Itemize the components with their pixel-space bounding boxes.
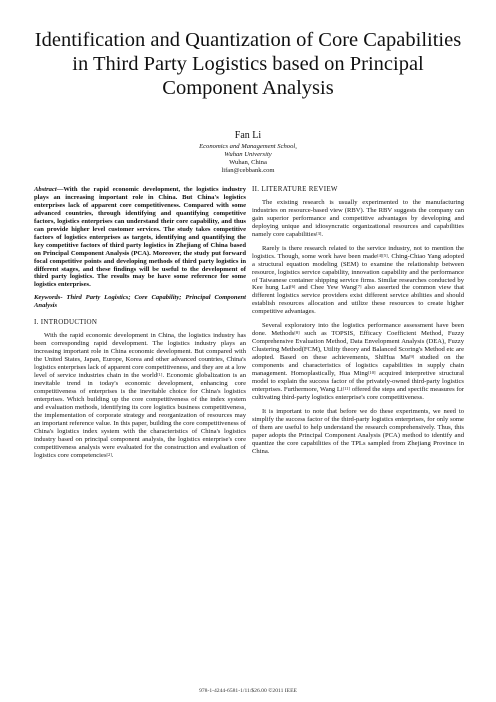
keywords-lead: Keywords- — [34, 294, 63, 302]
lit-paragraph-3 — [252, 322, 464, 402]
abstract — [34, 186, 246, 289]
author-city: Wuhan, China — [229, 159, 267, 166]
intro-paragraph — [34, 332, 246, 459]
author-affiliation-university: Wuhan University — [224, 151, 272, 158]
citation-ref: [6] — [290, 284, 296, 290]
lit-text: . — [321, 230, 323, 238]
title-line-1: Identification and Quantization of Core Capabilities — [34, 29, 462, 51]
section-heading-introduction: I. INTRODUCTION — [34, 318, 98, 327]
lit-text: The existing research is usually experimented to the manufacturing industries on resource-based view (RBV). The RBV suggests the company can gain superior performance and competitive advantages by developing and deploying unique and idiosyncratic organizational resources and capabilities namely core capabilities — [252, 198, 464, 238]
title-line-3: Component Analysis — [162, 77, 334, 99]
keywords-text: Third Party Logistics; Core Capability; Principal Component Analysis — [34, 294, 246, 310]
citation-ref: [4][5] — [377, 252, 388, 258]
lit-paragraph-4: It is important to note that before we do these experiments, we need to simplify the success factor of the third-party logistics enterprises, for only some of them are useful to help understand the research comprehensively. Thus, this paper adopts the Principal Component Analysis (PCA) method to identify and quantize the core capabilities of the TPLs sampled from Zhejiang Province in China. — [252, 407, 464, 455]
keywords — [34, 294, 246, 310]
paper-title — [20, 28, 476, 100]
lit-text: and Chee Yew Wang — [295, 284, 357, 292]
author-affiliation-school: Economics and Management School, — [199, 143, 297, 150]
citation-ref: [8] — [294, 330, 300, 336]
intro-text-2: . Economic globalization is an inevitable trend in today's economic development, enhancing core competitiveness of enterprises is the inevitable choice for China's logistics enterprises. Which building up the core competitiveness of the index system and evaluation methods, identifying its core logistics business competitiveness, the implementation of corporate strategy and reorganization of resources may an important reference value. In this paper, building the core competitiveness of China's logistics index system with the characteristics of China's logistics industry based on principal component analysis, the logistics enterprise's core competitiveness analysis were evaluated for the construction and evaluation of logistics core competencies — [34, 372, 246, 459]
copyright-footer: 978-1-4244-6581-1/11/$26.00 ©2011 IEEE — [199, 688, 297, 694]
citation-ref: [2] — [106, 451, 112, 457]
title-line-2: in Third Party Logistics based on Principal — [72, 53, 424, 75]
right-column — [252, 186, 464, 456]
lit-text: such as TOPSIS, Efficacy Coefficient Method, Fuzzy Comprehensive Evaluation Method, Data Envelopment Analysis (DEA), Fuzzy Clustering Method(FCM), Utility theory and Balanced Scoring's Method etc are adopted. Based on these achievements, ShiHua Ma — [252, 330, 464, 362]
citation-ref: [1] — [157, 372, 163, 378]
lit-text: . Ching-Chiao Yang adopted a structural equation modeling (SEM) to examine the relationship between resource, logistics service capability, innovation capability and the performance of Taiwanese container shipping service firms. Similar researches conducted by Kee hung Lai — [252, 252, 464, 292]
lit-text: studied on the components and characteristics of logistics capabilities in supply chain management. Homoplastically, Hua Ming — [252, 354, 464, 378]
citation-ref: [11] — [342, 385, 351, 391]
citation-ref: [7] — [356, 284, 362, 290]
lit-text: offered the steps and specific measures for cultivating third-party logistics enterprise's core competitiveness. — [252, 385, 465, 401]
author-name: Fan Li — [234, 130, 262, 141]
citation-ref: [9] — [408, 354, 415, 360]
lit-text: Several exploratory into the logistics performance assessment have been done. Methods — [252, 322, 464, 338]
intro-text-3: . — [111, 451, 114, 459]
author-email: lifan@cebbank.com — [221, 167, 275, 174]
lit-text: Rarely is there research related to the service industry, not to mention the logistics. Though, some work have been made — [252, 244, 464, 260]
lit-paragraph-2 — [252, 245, 464, 317]
lit-text: acquired interpretive structural model to explain the success factor of the privately-owned third-party logistics enterprises. Furthermore, Wang Li — [252, 370, 465, 393]
lit-paragraph-1 — [252, 199, 464, 239]
section-heading-literature-review: II. LITERATURE REVIEW — [252, 185, 338, 193]
left-column — [34, 186, 246, 460]
citation-ref: [10] — [367, 370, 376, 376]
abstract-text: —With the rapid economic development, the logistics industry plays an increasing important role in China. But China's logistics enterprises lack of apparent core competitiveness. Compared with some advanced countries, through identifying and quantifying competitive factors, logistics enterprises can understand their core capability, and thus can provide higher level customer services. The study takes competitive factors of logistics enterprises as targets, identifying and quantifying the key competitive factors of third party logistics in Zhejiang of China based on Principal Component Analysis (PCA). Moreover, the study put forward focal competitive points and developing methods of third party logistics in different stages, and these findings will be useful to the development of third party logistics. The results may be have some reference for some logistics enterprises. — [34, 186, 246, 289]
intro-text-1: With the rapid economic development in China, the logistics industry has been corresponding rapid development. The logistics industry plays an increasing important role in China economic development. But compared with the United States, Japan, Europe, Korea and other advanced countries, China's logistics enterprises lack of apparent core competitiveness, and they are at a low level of service industries chain in the world — [34, 332, 246, 380]
abstract-lead: Abstract — [34, 186, 57, 193]
lit-text: also asserted the common view that different logistics service providers exist different service abilities and should establish resources allocation and utilize these resources to create higher competitive advantages. — [252, 284, 464, 316]
citation-ref: [3] — [316, 230, 322, 236]
